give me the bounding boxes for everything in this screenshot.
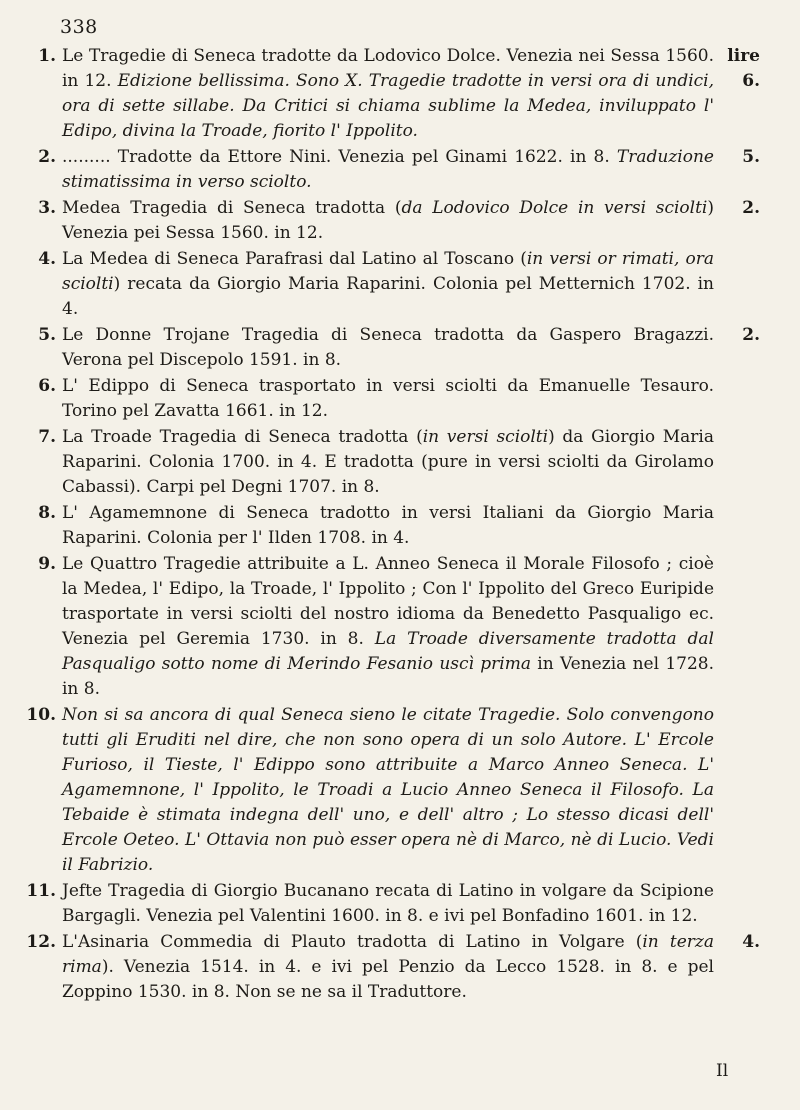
entry-text-plain: L' Agamemnone di Seneca tradotto in versi Italiani da Giorgio Maria Raparini. Colonia per l' Ilden 1708. in 4.	[62, 503, 714, 548]
entry-number: 2.	[38, 147, 56, 167]
entry-text	[62, 145, 760, 195]
entry-number: 6.	[38, 376, 56, 396]
entry-text-italic: Non si sa ancora di qual Seneca sieno le citate Tragedie. Solo convengono tutti gli Eruditi nel dire, che non sono opera di un solo Autore. L' Ercole Furioso, il Tieste, l' Edippo sono attribuite a Marco Anneo Seneca. L' Agamemnone, l' Ippolito, le Troadi a Lucio Anneo Seneca il Filosofo. La Tebaide è stimata indegna dell' uno, e dell' altro ; Lo stesso dicasi dell' Ercole Oeteo. L' Ottavia non può esser opera nè di Marco, nè di Lucio. Vedi il Fabrizio.	[62, 705, 714, 875]
catalogue-entry	[12, 552, 760, 702]
entry-number: 10.	[26, 705, 56, 725]
entry-text	[62, 501, 760, 551]
catalogue-entries	[12, 44, 760, 1006]
page-number: 338	[60, 16, 98, 38]
entry-text-plain: L' Edippo di Seneca trasportato in versi sciolti da Emanuelle Tesauro. Torino pel Zavatta 1661. in 12.	[62, 376, 714, 421]
entry-text-plain: Jefte Tragedia di Giorgio Bucanano recata di Latino in volgare da Scipione Bargagli. Venezia pel Valentini 1600. in 8. e ivi pel Bonfadino 1601. in 12.	[62, 881, 714, 926]
entry-text	[62, 374, 760, 424]
entry-text-italic: in versi or rimati, ora sciolti	[62, 249, 714, 294]
entry-number: 9.	[38, 554, 56, 574]
entry-text	[62, 879, 760, 929]
entry-number: 1.	[38, 46, 56, 66]
entry-text-plain-end: ) Venezia pei Sessa 1560. in 12.	[62, 198, 714, 243]
catalogue-entry	[12, 196, 760, 246]
entry-text-plain: L'Asinaria Commedia di Plauto tradotta di Latino in Volgare (	[62, 932, 643, 952]
entry-text-italic: Traduzione stimatissima in verso sciolto.	[62, 147, 714, 192]
catalogue-entry	[12, 247, 760, 322]
entry-text-plain: La Troade Tragedia di Seneca tradotta (	[62, 427, 423, 447]
entry-number: 4.	[38, 249, 56, 269]
entry-text-plain-end: ) recata da Giorgio Maria Raparini. Colonia pel Metternich 1702. in 4.	[62, 274, 714, 319]
entry-text	[62, 44, 760, 144]
catchword: Il	[716, 1061, 729, 1081]
entry-price: 2.	[742, 198, 760, 218]
entry-text-italic: da Lodovico Dolce in versi sciolti	[401, 198, 708, 218]
entry-number: 7.	[38, 427, 56, 447]
entry-text-plain: La Medea di Seneca Parafrasi dal Latino al Toscano (	[62, 249, 527, 269]
entry-number: 12.	[26, 932, 56, 952]
entry-text	[62, 323, 760, 373]
catalogue-entry	[12, 323, 760, 373]
entry-text-plain: Le Donne Trojane Tragedia di Seneca tradotta da Gaspero Bragazzi. Verona pel Discepolo 1591. in 8.	[62, 325, 714, 370]
catalogue-entry	[12, 879, 760, 929]
entry-text-italic: in terza rima	[62, 932, 714, 977]
entry-text-plain: ......... Tradotte da Ettore Nini. Venezia pel Ginami 1622. in 8.	[62, 147, 617, 167]
catalogue-entry	[12, 374, 760, 424]
entry-price: 2.	[742, 325, 760, 345]
entry-price: 5.	[742, 147, 760, 167]
entry-text-plain-end: in Venezia nel 1728. in 8.	[62, 654, 714, 699]
entry-number: 8.	[38, 503, 56, 523]
catalogue-entry	[12, 425, 760, 500]
entry-text	[62, 247, 760, 322]
entry-text-plain-end: ) da Giorgio Maria Raparini. Colonia 1700. in 4. E tradotta (pure in versi sciolti da Girolamo Cabassi). Carpi pel Degni 1707. in 8.	[62, 427, 714, 497]
entry-text-plain: Medea Tragedia di Seneca tradotta (	[62, 198, 402, 218]
catalogue-entry	[12, 703, 760, 878]
catalogue-entry	[12, 930, 760, 1005]
entry-number: 11.	[26, 881, 56, 901]
entry-text	[62, 196, 760, 246]
catalogue-entry	[12, 44, 760, 144]
entry-number: 5.	[38, 325, 56, 345]
entry-price: lire 6.	[727, 46, 760, 91]
catalogue-entry	[12, 501, 760, 551]
entry-text	[62, 425, 760, 500]
entry-text-plain-end: ). Venezia 1514. in 4. e ivi pel Penzio da Lecco 1528. in 8. e pel Zoppino 1530. in 8. Non se ne sa il Traduttore.	[62, 957, 714, 1002]
entry-price: 4.	[742, 932, 760, 952]
entry-text	[62, 703, 760, 878]
entry-number: 3.	[38, 198, 56, 218]
entry-text	[62, 930, 760, 1005]
entry-text-plain: Le Tragedie di Seneca tradotte da Lodovico Dolce. Venezia nei Sessa 1560. in 12.	[62, 46, 714, 91]
entry-text-italic: in versi sciolti	[422, 427, 549, 447]
entry-text-italic: Edizione bellissima. Sono X. Tragedie tradotte in versi ora di undici, ora di sette sillabe. Da Critici si chiama sublime la Medea, inviluppato l' Edipo, divina la Troade, fiorito l' Ippolito.	[62, 71, 714, 141]
catalogue-entry	[12, 145, 760, 195]
entry-text	[62, 552, 760, 702]
entry-text-plain: Le Quattro Tragedie attribuite a L. Anneo Seneca il Morale Filosofo ; cioè la Medea, l' Edipo, la Troade, l' Ippolito ; Con l' Ippolito del Greco Euripide trasportate in versi sciolti del nostro idioma da Benedetto Pasqualigo ec. Venezia pel Geremia 1730. in 8.	[62, 554, 714, 649]
entry-text-italic: La Troade diversamente tradotta dal Pasqualigo sotto nome di Merindo Fesanio uscì prima	[62, 629, 714, 674]
